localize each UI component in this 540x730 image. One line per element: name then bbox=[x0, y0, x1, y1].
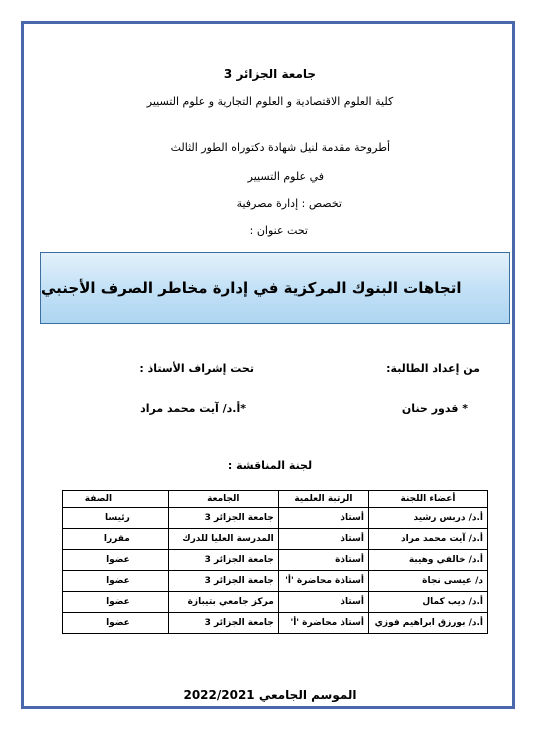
member-role: عضوا bbox=[63, 571, 169, 592]
header-rank: الرتبة العلمية bbox=[278, 491, 368, 508]
member-role: رئيسا bbox=[63, 508, 169, 529]
member-rank: أستاذة bbox=[278, 550, 368, 571]
member-name: د/ عيسى نجاة bbox=[368, 571, 487, 592]
header-role: الصفة bbox=[63, 491, 169, 508]
header-university: الجامعة bbox=[168, 491, 278, 508]
table-row bbox=[63, 529, 488, 550]
member-role: عضوا bbox=[63, 550, 169, 571]
member-name: أ.د/ ديب كمال bbox=[368, 592, 487, 613]
university-name: جامعة الجزائر 3 bbox=[223, 67, 317, 81]
table-row bbox=[63, 550, 488, 571]
member-role: عضوا bbox=[63, 592, 169, 613]
academic-season: الموسم الجامعي 2022/2021 bbox=[183, 688, 357, 702]
thesis-statement: أطروحة مقدمة لنيل شهادة دكتوراه الطور الثالث bbox=[170, 141, 390, 154]
member-rank: أستاذ bbox=[278, 529, 368, 550]
table-row bbox=[63, 613, 488, 634]
field-of-study: في علوم التسيير bbox=[247, 170, 324, 183]
member-name: أ.د/ آيت محمد مراد bbox=[368, 529, 487, 550]
member-rank: أستاذ bbox=[278, 592, 368, 613]
supervisor-name: *أ.د/ آيت محمد مراد bbox=[140, 402, 246, 415]
member-university: جامعة الجزائر 3 bbox=[168, 508, 278, 529]
member-university: مركز جامعي بتيبازة bbox=[168, 592, 278, 613]
table-row bbox=[63, 592, 488, 613]
under-title-label: تحت عنوان : bbox=[249, 224, 308, 237]
student-name: * قدور حنان bbox=[401, 402, 468, 415]
jury-title: لجنة المناقشة : bbox=[227, 459, 313, 472]
member-role: عضوا bbox=[63, 613, 169, 634]
specialty: تخصص : إدارة مصرفية bbox=[236, 197, 342, 210]
student-label: من إعداد الطالبة: bbox=[386, 362, 480, 375]
member-university: جامعة الجزائر 3 bbox=[168, 613, 278, 634]
member-university: جامعة الجزائر 3 bbox=[168, 550, 278, 571]
member-university: المدرسة العليا للدرك bbox=[168, 529, 278, 550]
thesis-title-box bbox=[40, 252, 510, 324]
member-role: مقررا bbox=[63, 529, 169, 550]
thesis-title: اتجاهات البنوك المركزية في إدارة مخاطر الصرف الأجنبي bbox=[41, 279, 462, 297]
member-rank: أستاذ bbox=[278, 508, 368, 529]
jury-table bbox=[62, 490, 488, 634]
member-name: أ.د/ دربس رشيد bbox=[368, 508, 487, 529]
member-rank: أستاذة محاضرة 'أ' bbox=[278, 571, 368, 592]
member-university: جامعة الجزائر 3 bbox=[168, 571, 278, 592]
table-row bbox=[63, 508, 488, 529]
member-name: أ.د/ خالفي وهيبة bbox=[368, 550, 487, 571]
jury-header-row bbox=[63, 491, 488, 508]
faculty-name: كلية العلوم الاقتصادية و العلوم التجارية و علوم التسيير bbox=[146, 95, 394, 108]
member-name: أ.د/ بورزق ابراهيم فوزي bbox=[368, 613, 487, 634]
header-members: أعضاء اللجنة bbox=[368, 491, 487, 508]
table-row bbox=[63, 571, 488, 592]
member-rank: أستاذ محاضرة 'أ' bbox=[278, 613, 368, 634]
supervisor-label: تحت إشراف الأستاذ : bbox=[139, 362, 254, 375]
